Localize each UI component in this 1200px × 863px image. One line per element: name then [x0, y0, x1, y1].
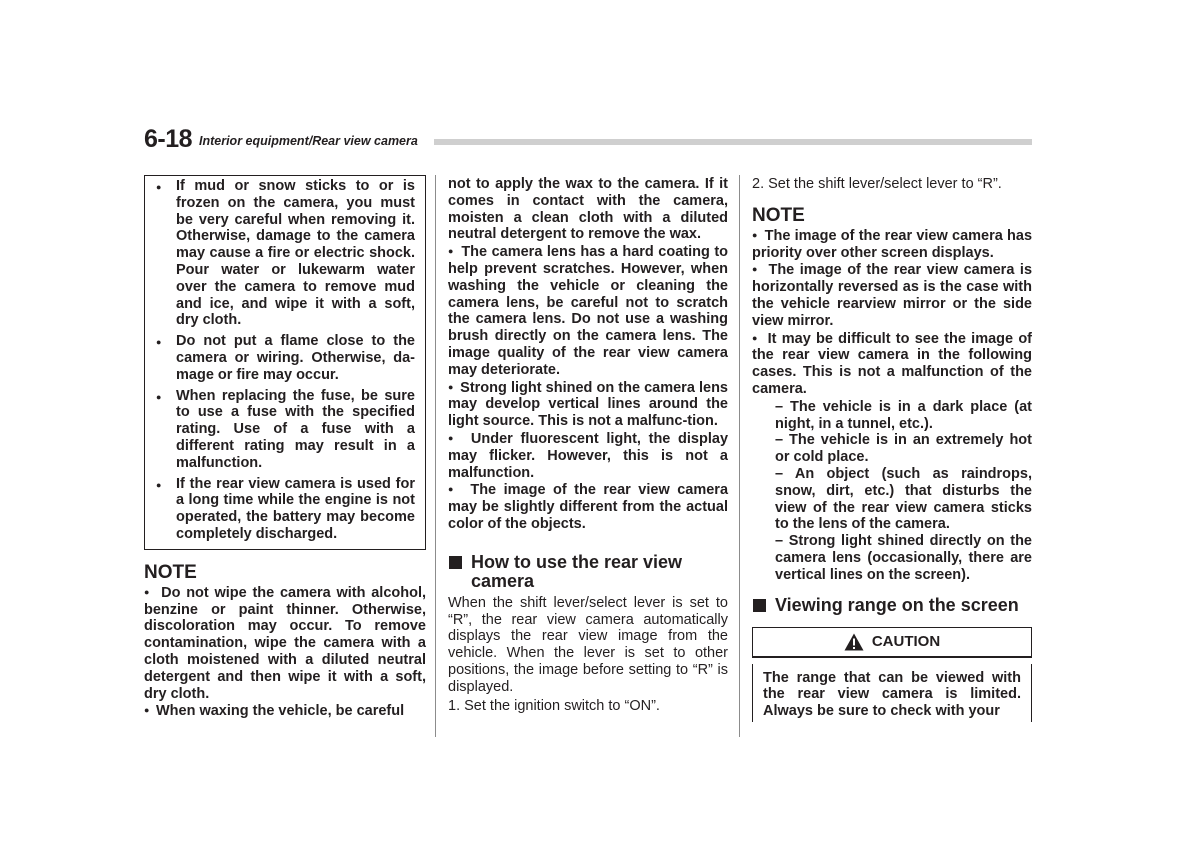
warning-item: ● Do not put a flame close to the camera or wiring. Otherwise, da-mage or fire may occur. [156, 333, 415, 383]
sub-item: – The vehicle is in a dark place (at night, in a tunnel, etc.). [775, 398, 1032, 432]
section-heading: Viewing range on the screen [752, 596, 1032, 615]
step-1: 1. Set the ignition switch to “ON”. [448, 697, 660, 714]
bullet-icon: ● [156, 182, 162, 192]
caution-header [753, 628, 1031, 657]
bullet-icon: ● [448, 484, 463, 495]
note-continued: not to apply the wax to the camera. If it comes in contact with the camera, moisten a clean cloth with a diluted neutral detergent to remove the wax. [448, 176, 728, 243]
bullet-icon: ● [144, 705, 152, 716]
warning-box [144, 175, 426, 550]
bullet-icon: ● [448, 246, 457, 257]
sub-item: – An object (such as raindrops, snow, dirt, etc.) that disturbs the view of the rear view camera sticks to the lens of the camera. [775, 465, 1032, 533]
note-item: ● When waxing the vehicle, be careful [144, 703, 405, 720]
bullet-icon: ● [448, 381, 457, 392]
caution-body: The range that can be viewed with the rear view camera is limited. Always be sure to check with your [752, 664, 1032, 722]
warning-item: ● If the rear view camera is used for a long time while the engine is not operated, the battery may become completely discharged. [156, 475, 415, 542]
note-heading: NOTE [144, 561, 197, 583]
sub-item: – Strong light shined directly on the camera lens (occasionally, there are vertical lines on the screen). [775, 533, 1032, 583]
note-item: ● Do not wipe the camera with alcohol, benzine or paint thinner. Otherwise, discoloration may occur. To remove contamination, wipe the camera with a cloth moistened with a diluted neutral detergent and then wipe it with a soft, dry cloth. [144, 584, 427, 702]
note-item: ● The image of the rear view camera is horizontally reversed as is the case with the vehicle rearview mirror or the side view mirror. [752, 262, 1033, 329]
bullet-icon: ● [144, 586, 156, 597]
caution-box [752, 627, 1032, 658]
note-item: ● The image of the rear view camera may be slightly different from the actual color of the objects. [448, 482, 729, 532]
bullet-icon: ● [752, 332, 763, 343]
square-marker-icon [753, 599, 766, 612]
note-item: ● The image of the rear view camera has priority over other screen displays. [752, 227, 1033, 261]
column-3 [752, 176, 1032, 722]
bullet-icon: ● [156, 337, 162, 348]
column-1 [144, 175, 426, 720]
column-divider [435, 175, 436, 737]
body-paragraph: When the shift lever/select lever is set to “R”, the rear view camera automatically displays the rear view image from the vehicle. When the lever is set to other positions, the image before setting to “R” is displayed. [448, 594, 728, 695]
bullet-icon: ● [448, 432, 464, 443]
section-heading: How to use the rear view camera [448, 553, 728, 591]
page-number: 6-18 [144, 125, 193, 153]
header-rule [434, 139, 1032, 145]
note-item: ● Under fluorescent light, the display may flicker. However, this is not a malfunction. [448, 430, 729, 481]
note-heading: NOTE [752, 204, 805, 226]
sub-item: – The vehicle is in an extremely hot or cold place. [775, 432, 1032, 466]
page-header [144, 124, 1032, 154]
warning-item: ● When replacing the fuse, be sure to use a fuse with the specified rating. Use of a fuse with a different rating may result in a malfunction. [156, 387, 415, 471]
warning-item: ● If mud or snow sticks to or is frozen on the camera, you must be very careful when removing it. Otherwise, damage to the camera may cause a fire or electric shock. Pour water or lukewarm water over the camera to remove mud and ice, and wipe it with a soft, dry cloth. [156, 178, 415, 329]
caution-label: CAUTION [871, 633, 941, 651]
bullet-icon: ● [156, 391, 162, 402]
column-divider [739, 175, 740, 737]
step-2: 2. Set the shift lever/select lever to “R”. [752, 176, 1002, 192]
section-title: Interior equipment/Rear view camera [199, 134, 418, 148]
bullet-icon: ● [752, 264, 763, 275]
warning-triangle-icon [844, 633, 864, 651]
square-marker-icon [449, 556, 462, 569]
note-item: ● The camera lens has a hard coating to help prevent scratches. However, when washing the vehicle or cleaning the camera lens, be careful not to scratch the camera lens. Do not use a washing brush directly on the camera lens. The image quality of the rear view camera may deteriorate. [448, 244, 728, 378]
bullet-icon: ● [752, 229, 761, 240]
note-item: ● Strong light shined on the camera lens may develop vertical lines around the light source. This is not a malfunc-tion. [448, 379, 728, 430]
bullet-icon: ● [156, 479, 162, 490]
note-item: ● It may be difficult to see the image of the rear view camera in the following cases. This is not a malfunction of the camera. [752, 330, 1033, 397]
column-2 [448, 176, 728, 714]
